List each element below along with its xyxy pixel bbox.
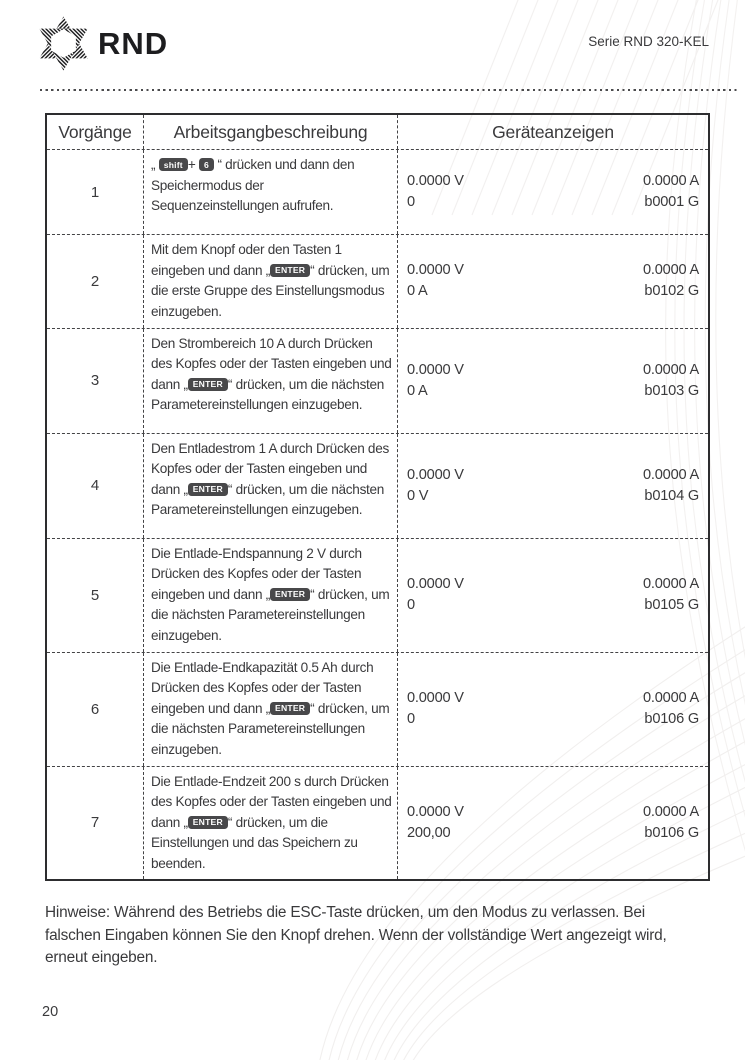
current-reading: 0.0000 A bbox=[642, 690, 699, 707]
group-code-reading: b0106 G bbox=[644, 824, 699, 841]
column-header-anzeigen: Geräteanzeigen bbox=[492, 121, 614, 142]
display-line-2 bbox=[407, 281, 699, 302]
series-label: Serie RND 320-KEL bbox=[588, 34, 709, 49]
table-row bbox=[47, 652, 708, 766]
table-row bbox=[47, 766, 708, 880]
table-row bbox=[47, 433, 708, 538]
enter-key-badge: ENTER bbox=[270, 264, 310, 277]
enter-key-badge: ENTER bbox=[188, 378, 228, 391]
table-header-row bbox=[47, 115, 708, 149]
description-cell: Die Entlade-Endspannung 2 V durch Drücken des Kopfes oder der Tasten eingeben und dann „ ENTER “ drücken, um die nächsten Parametereinstellungen einzugeben. bbox=[143, 539, 398, 652]
current-reading: 0.0000 A bbox=[642, 576, 699, 593]
description-cell: Den Strombereich 10 A durch Drücken des Kopfes oder der Tasten eingeben und dann „ ENTER “ drücken, um die nächsten Parametereinstellungen einzugeben. bbox=[143, 329, 398, 433]
voltage-reading: 0.0000 V bbox=[407, 173, 464, 190]
step-number-cell: 3 bbox=[90, 372, 100, 390]
table-row bbox=[47, 538, 708, 652]
step-number-cell: 5 bbox=[90, 586, 100, 604]
display-line-1 bbox=[407, 171, 699, 192]
hint-note: Hinweise: Während des Betriebs die ESC-Taste drücken, um den Modus zu verlassen. Bei falschen Eingaben können Sie den Knopf drehen. Wenn der vollständige Wert angezeigt wird, erneut eingeben. bbox=[45, 904, 667, 967]
display-cell bbox=[398, 150, 708, 234]
step-number-cell: 2 bbox=[90, 272, 100, 290]
setting-value-reading: 0 V bbox=[407, 487, 429, 504]
steps-table bbox=[45, 113, 710, 881]
step-number-cell: 6 bbox=[90, 700, 100, 718]
display-line-2 bbox=[407, 709, 699, 730]
display-line-2 bbox=[407, 486, 699, 507]
brand-wordmark: RND bbox=[98, 26, 169, 61]
6-key-badge: 6 bbox=[199, 158, 214, 171]
step-number-cell: 4 bbox=[90, 477, 100, 495]
display-line-2 bbox=[407, 381, 699, 402]
display-cell bbox=[398, 329, 708, 433]
setting-value-reading: 200,00 bbox=[407, 824, 451, 841]
group-code-reading: b0103 G bbox=[644, 382, 699, 399]
display-line-1 bbox=[407, 360, 699, 381]
shift-key-badge: shift bbox=[159, 158, 188, 171]
display-line-2 bbox=[407, 823, 699, 844]
display-cell bbox=[398, 539, 708, 652]
setting-value-reading: 0 bbox=[407, 711, 415, 728]
group-code-reading: b0001 G bbox=[644, 194, 699, 211]
step-number-cell: 1 bbox=[90, 183, 100, 201]
display-line-2 bbox=[407, 192, 699, 213]
enter-key-badge: ENTER bbox=[188, 483, 228, 496]
column-header-vorgaenge: Vorgänge bbox=[58, 121, 132, 142]
description-cell: Die Entlade-Endkapazität 0.5 Ah durch Drücken des Kopfes oder der Tasten eingeben und dann „ ENTER “ drücken, um die nächsten Parametereinstellungen einzugeben. bbox=[143, 653, 398, 766]
description-cell: Die Entlade-Endzeit 200 s durch Drücken des Kopfes oder der Tasten eingeben und dann „ ENTER “ drücken, um die Einstellungen und das Speichern zu beenden. bbox=[143, 767, 398, 880]
setting-value-reading: 0 bbox=[407, 597, 415, 614]
group-code-reading: b0106 G bbox=[644, 711, 699, 728]
page-header bbox=[0, 0, 745, 71]
table-rows bbox=[47, 149, 708, 879]
display-cell bbox=[398, 653, 708, 766]
page-number: 20 bbox=[42, 1004, 59, 1020]
group-code-reading: b0104 G bbox=[644, 487, 699, 504]
enter-key-badge: ENTER bbox=[188, 816, 228, 829]
group-code-reading: b0105 G bbox=[644, 597, 699, 614]
current-reading: 0.0000 A bbox=[642, 803, 699, 820]
display-line-1 bbox=[407, 802, 699, 823]
current-reading: 0.0000 A bbox=[642, 466, 699, 483]
display-line-1 bbox=[407, 688, 699, 709]
voltage-reading: 0.0000 V bbox=[407, 690, 464, 707]
description-cell: „ shift + 6 “ drücken und dann den Speichermodus der Sequenzeinstellungen aufrufen. bbox=[143, 150, 398, 234]
display-line-2 bbox=[407, 595, 699, 616]
column-header-beschreibung: Arbeitsgangbeschreibung bbox=[143, 115, 398, 149]
rnd-knot-logo-icon bbox=[36, 16, 91, 71]
current-reading: 0.0000 A bbox=[642, 361, 699, 378]
brand-logo bbox=[36, 16, 168, 71]
display-line-1 bbox=[407, 260, 699, 281]
voltage-reading: 0.0000 V bbox=[407, 361, 464, 378]
dotted-divider bbox=[40, 89, 737, 91]
setting-value-reading: 0 A bbox=[407, 382, 428, 399]
display-cell bbox=[398, 235, 708, 327]
table-row bbox=[47, 328, 708, 433]
table-row bbox=[47, 149, 708, 234]
display-line-1 bbox=[407, 574, 699, 595]
display-line-1 bbox=[407, 465, 699, 486]
setting-value-reading: 0 bbox=[407, 194, 415, 211]
display-cell bbox=[398, 767, 708, 880]
voltage-reading: 0.0000 V bbox=[407, 262, 464, 279]
current-reading: 0.0000 A bbox=[642, 173, 699, 190]
enter-key-badge: ENTER bbox=[270, 702, 310, 715]
group-code-reading: b0102 G bbox=[644, 283, 699, 300]
voltage-reading: 0.0000 V bbox=[407, 803, 464, 820]
step-number-cell: 7 bbox=[90, 814, 100, 832]
voltage-reading: 0.0000 V bbox=[407, 466, 464, 483]
description-cell: Mit dem Knopf oder den Tasten 1 eingeben und dann „ ENTER “ drücken, um die erste Gruppe des Einstellungsmodus einzugeben. bbox=[143, 235, 398, 327]
table-row bbox=[47, 234, 708, 327]
enter-key-badge: ENTER bbox=[270, 588, 310, 601]
description-cell: Den Entladestrom 1 A durch Drücken des Kopfes oder der Tasten eingeben und dann „ ENTER “ drücken, um die nächsten Parametereinstellungen einzugeben. bbox=[143, 434, 398, 538]
display-cell bbox=[398, 434, 708, 538]
current-reading: 0.0000 A bbox=[642, 262, 699, 279]
setting-value-reading: 0 A bbox=[407, 283, 428, 300]
voltage-reading: 0.0000 V bbox=[407, 576, 464, 593]
